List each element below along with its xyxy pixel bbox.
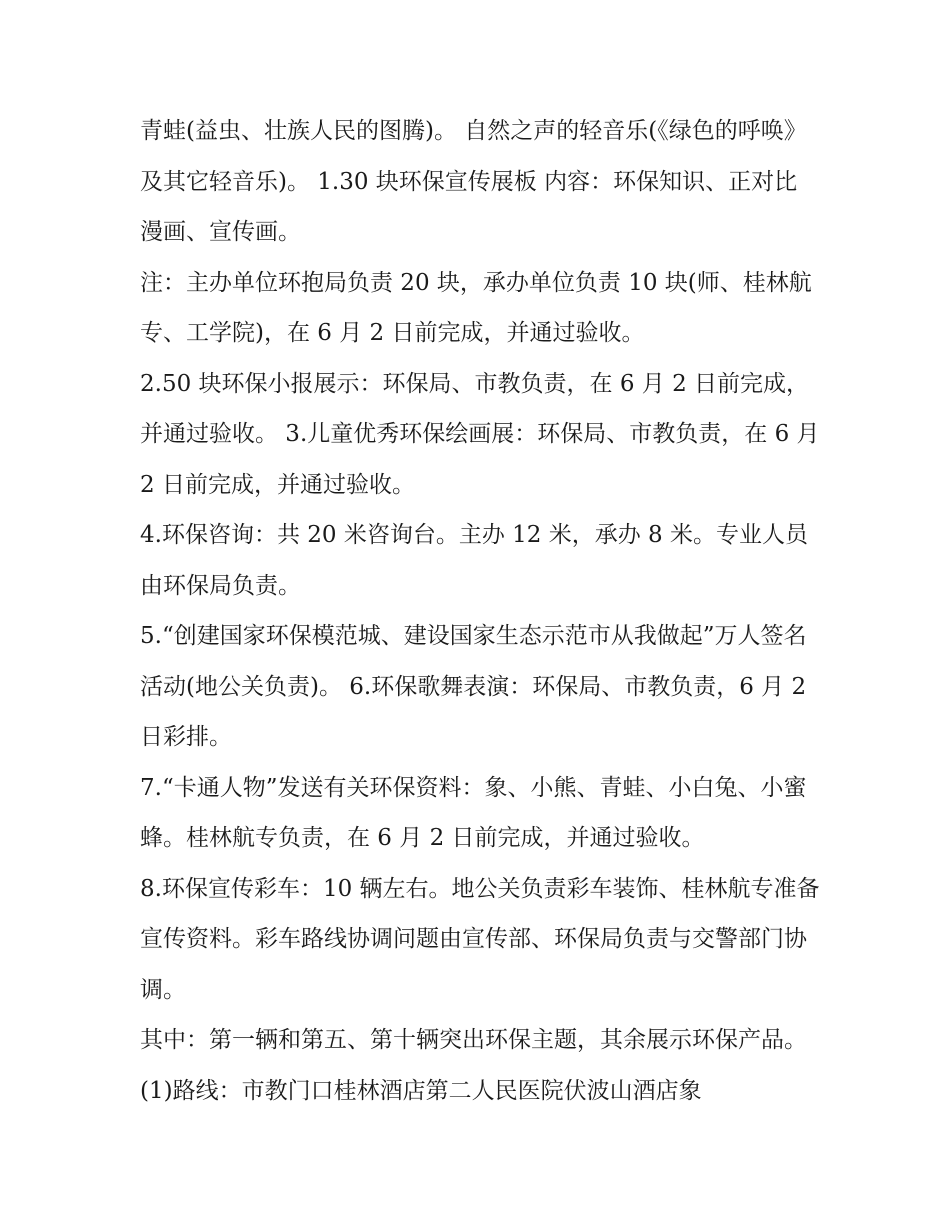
paragraph-cartoon-characters: 7.“卡通人物”发送有关环保资料：象、小熊、青蛙、小白兔、小蜜蜂。桂林航专负责，在 6 月 2 日前完成，并通过验收。 (140, 774, 807, 851)
paragraph-consultation: 4.环保咨询：共 20 米咨询台。主办 12 米，承办 8 米。专业人员由环保局负责。 (140, 522, 808, 599)
paragraph-signature-dance: 5.“创建国家环保模范城、建设国家生态示范市从我做起”万人签名活动(地公关负责)。 6.环保歌舞表演：环保局、市教负责，6 月 2 日彩排。 (140, 623, 807, 750)
paragraph-parade-floats: 8.环保宣传彩车：10 辆左右。地公关负责彩车装饰、桂林航专准备宣传资料。彩车路线协调问题由宣传部、环保局负责与交警部门协调。 (140, 875, 820, 1003)
paragraph-route: 其中：第一辆和第五、第十辆突出环保主题，其余展示环保产品。 (1)路线：市教门口桂林酒店第二人民医院伏波山酒店象 (140, 1027, 807, 1104)
paragraph-frog-music-boards: 青蛙(益虫、壮族人民的图腾)。 自然之声的轻音乐(《绿色的呼唤》及其它轻音乐)。 1.30 块环保宣传展板 内容：环保知识、正对比漫画、宣传画。 (140, 118, 807, 245)
paragraph-newspaper-painting: 2.50 块环保小报展示：环保局、市教负责，在 6 月 2 日前完成，并通过验收。 3.儿童优秀环保绘画展：环保局、市教负责，在 6 月 2 日前完成，并通过验收。 (140, 370, 820, 498)
document-body (140, 106, 820, 1116)
paragraph-note-boards: 注：主办单位环抱局负责 20 块，承办单位负责 10 块(师、桂林航专、工学院)，在 6 月 2 日前完成，并通过验收。 (140, 269, 812, 346)
